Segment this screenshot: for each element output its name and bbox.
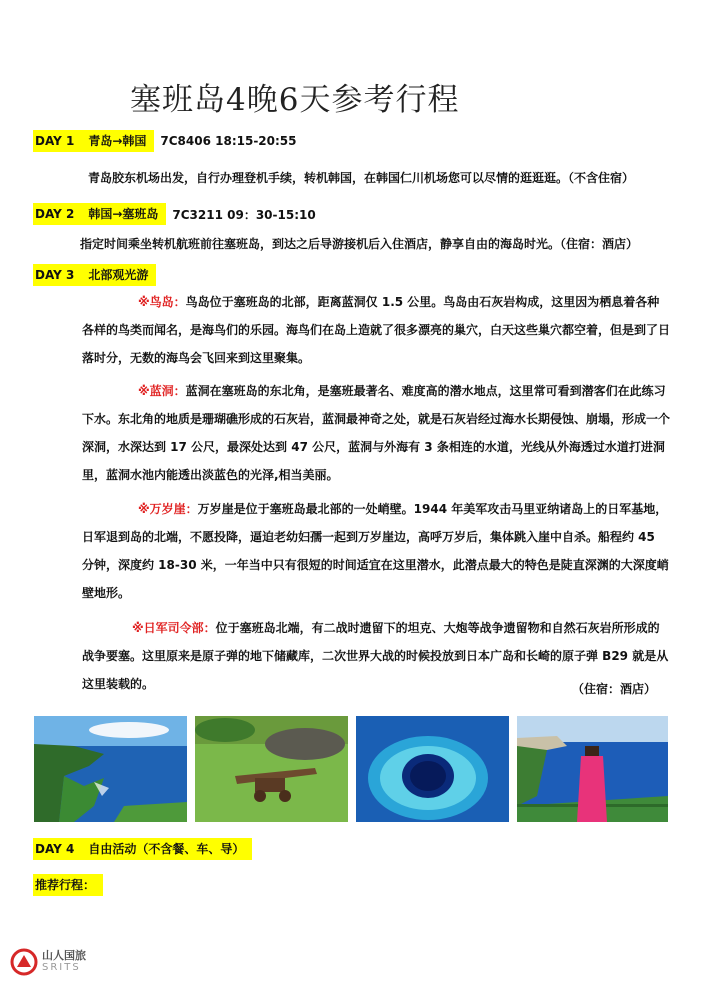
brand-mark-icon [10,948,38,976]
recommend-header [33,874,103,896]
spot-bird-island [82,288,670,372]
brand-name-cn: 山人国旅 [42,949,86,962]
day2-header [33,203,316,225]
day2-text: 指定时间乘坐转机航班前往塞班岛，到达之后导游接机后入住酒店，静享自由的海岛时光。（住宿：酒店） [80,237,639,251]
day1-header [33,130,297,152]
day3-highlight [33,264,156,286]
day2-flight: 7C3211 09：30-15:10 [172,207,316,222]
day2-route: 韩国→塞班岛 [88,207,159,221]
spot-japanese-hq-text: 位于塞班岛北端，有二战时遗留下的坦克、大炮等战争遗留物和自然石灰岩所形成的战争要塞。这里原来是原子弹的地下储藏库，二次世界大战的时候投放到日本广岛和长崎的原子弹 B29 就是从这里装载的。 [82,621,669,691]
spot-banzai-cliff-text: 万岁崖是位于塞班岛最北部的一处峭壁。1944 年美军攻击马里亚纳诸岛上的日军基地，日军退到岛的北端，不愿投降，逼迫老幼妇孺一起到万岁崖边，高呼万岁后，集体跳入崖中自杀。船程约 45 分钟，深度约 18-30 米，一年当中只有很短的时间适宜在这里潜水，此潜点最大的特色是陡直深渊的大深度峭壁地形。 [82,502,669,600]
spot-blue-hole-text: 蓝洞在塞班岛的东北角，是塞班最著名、难度高的潜水地点，这里常可看到潜客们在此练习下水。东北角的地质是珊瑚礁形成的石灰岩，蓝洞最神奇之处，就是石灰岩经过海水长期侵蚀、崩塌，形成一个深洞，水深达到 17 公尺，最深处达到 47 公尺，蓝洞与外海有 3 条相连的水道，光线从外海透过水道打进洞里，蓝洞水池内能透出淡蓝色的光泽,相当美丽。 [82,384,671,482]
photo-banzai-cliff [517,716,668,822]
day1-label: DAY 1 [35,134,75,148]
page-title: 塞班岛4晚6天参考行程 [130,82,460,118]
day3-stay: （住宿：酒店） [572,682,657,696]
day1-route: 青岛→韩国 [88,134,147,148]
brand-logo-text [42,950,86,974]
spot-blue-hole-mark: ※蓝洞： [138,384,186,398]
photo-bird-island [34,716,187,822]
day1-flight: 7C8406 18:15-20:55 [160,134,297,148]
photo-blue-hole [356,716,509,822]
recommend-label: 推荐行程： [33,874,103,896]
day1-highlight [33,130,154,152]
spot-bird-island-text: 鸟岛位于塞班岛的北部，距离蓝洞仅 1.5 公里。鸟岛由石灰岩构成，这里因为栖息着各种各样的鸟类而闻名，是海鸟们的乐园。海鸟们在岛上造就了很多漂亮的巢穴，白天这些巢穴都空着，但是到了日落时分，无数的海鸟会飞回来到这里聚集。 [82,295,671,365]
spot-japanese-hq-mark: ※日军司令部： [132,621,216,635]
spot-blue-hole [82,377,670,489]
day3-label: DAY 3 [35,268,75,282]
day4-route: 自由活动（不含餐、车、导） [88,842,245,856]
photo-japanese-hq [195,716,348,822]
spot-banzai-cliff-mark: ※万岁崖： [138,502,198,516]
day2-label: DAY 2 [35,207,75,221]
day3-route: 北部观光游 [88,268,149,282]
day4-highlight [33,838,252,860]
spot-bird-island-mark: ※鸟岛： [138,295,186,309]
brand-name-en: SRITS [42,962,81,973]
day4-label: DAY 4 [35,842,75,856]
day2-highlight [33,203,166,225]
day1-text: 青岛胶东机场出发，自行办理登机手续，转机韩国，在韩国仁川机场您可以尽情的逛逛逛。（不含住宿） [88,171,635,185]
brand-logo [10,948,86,976]
day3-header [33,264,156,286]
spot-banzai-cliff [82,495,670,607]
day4-header [33,838,252,860]
